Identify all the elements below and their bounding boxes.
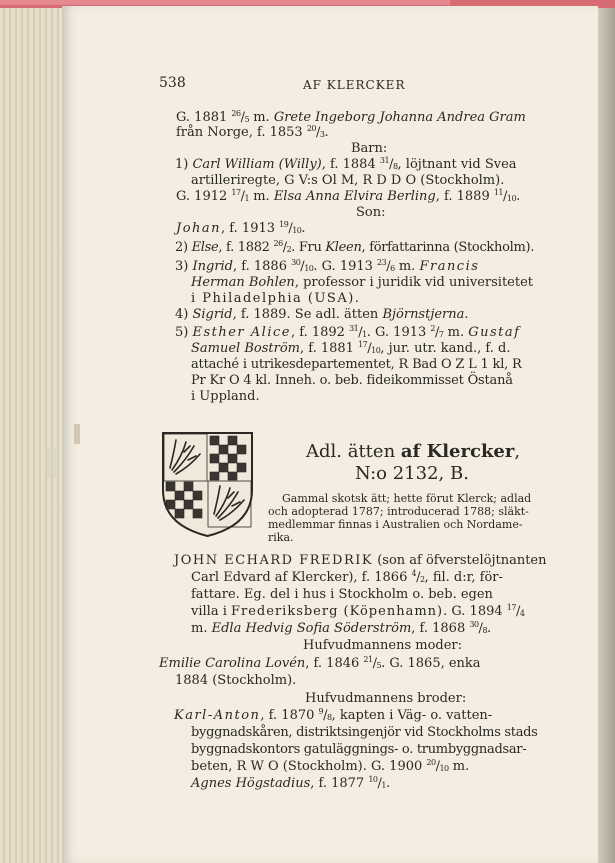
fraction: $^2/_7$ — [430, 324, 444, 340]
brother-line-1 — [174, 708, 492, 724]
fraction: $^{19}/_{10}$ — [279, 220, 302, 236]
text: G. 1912 — [176, 189, 232, 204]
head-line-5 — [191, 621, 491, 637]
text: . — [324, 125, 329, 140]
text: , kapten i Väg- o. vatten- — [331, 708, 493, 723]
child-1-line-1 — [175, 157, 517, 173]
child-5-line-3: attaché i utrikesdepartementet, R Bad O Z L 1 kl, R — [191, 357, 522, 372]
text: . — [464, 307, 469, 322]
child-3-line-1 — [175, 259, 479, 275]
fraction: $^{31}/_1$ — [349, 324, 367, 340]
text: , fil. d:r, för- — [424, 570, 503, 585]
family-desc-line-4: rika. — [268, 531, 294, 544]
mother-line-2: 1884 (Stockholm). — [175, 673, 297, 688]
son-name: Johan — [176, 221, 222, 236]
child-5-line-4: Pr Kr O 4 kl. Inneh. o. beb. fideikommisset Östanå — [191, 373, 513, 388]
child-1-line-3 — [176, 189, 520, 205]
child-5-line-5: i Uppland. — [191, 389, 260, 404]
child-4-line — [175, 307, 469, 323]
family-desc-line-1: Gammal skotsk ätt; hette förut Klerck; adlad — [282, 492, 532, 505]
spouse-name: Edla Hedvig Sofia Söderström — [211, 621, 412, 636]
family-heading-line-2: N:o 2132, B. — [355, 463, 469, 484]
text: , f. 1886 — [233, 259, 292, 274]
text: m. — [249, 110, 274, 125]
fraction-den: 1 — [244, 194, 250, 203]
brother-line-3: byggnadskontors gatuläggnings- o. trumbyggnadsar- — [191, 742, 527, 757]
spouse-name: Gustaf — [468, 325, 521, 340]
fraction-num: 31 — [349, 324, 359, 333]
text: , f. 1877 — [310, 776, 369, 791]
head-line-2 — [191, 570, 503, 586]
show-through-mark — [46, 448, 56, 478]
text: , f. 1889 — [435, 189, 494, 204]
mother-line-1 — [159, 656, 481, 672]
text: , f. 1884 — [321, 157, 380, 172]
fraction: $^{17}/_1$ — [231, 188, 250, 204]
text: , f. 1870 — [260, 708, 319, 723]
fraction-num: 17 — [506, 603, 516, 612]
text: , professor i juridik vid universitetet — [294, 275, 534, 290]
fraction-den: 6 — [390, 264, 395, 273]
text: . — [301, 221, 306, 236]
text: , — [514, 441, 521, 462]
text: m. — [191, 621, 212, 636]
son-heading: Son: — [356, 205, 386, 220]
spouse-name: Agnes Högstadius — [191, 776, 311, 791]
fraction-num: 26 — [231, 109, 241, 118]
spouse-name: Kleen — [325, 240, 362, 255]
head-line-1 — [174, 553, 546, 569]
child-5-line-1 — [175, 325, 520, 341]
fraction-den: 2 — [419, 575, 425, 584]
page-crease — [74, 424, 80, 444]
fraction: $^{30}/_8$ — [469, 620, 488, 636]
text: , f. 1881 — [299, 341, 359, 356]
text: . Fru — [291, 240, 326, 255]
text: m. — [448, 759, 470, 774]
fraction-num: 21 — [363, 655, 373, 664]
text: från Norge, f. 1853 — [176, 125, 307, 140]
brother-line-4 — [191, 759, 469, 775]
child-name: Esther Alice — [192, 325, 291, 340]
child-name: Carl William (Willy) — [192, 157, 322, 172]
text: , f. 1868 — [411, 621, 470, 636]
spouse-name: Francis — [419, 259, 480, 274]
fraction-num: 2 — [430, 324, 435, 333]
fraction-num: 30 — [469, 620, 479, 629]
fraction-den: 2 — [286, 245, 292, 254]
fraction-num: 17 — [358, 340, 368, 349]
fraction-den: 4 — [519, 609, 525, 618]
family-desc-line-3: medlemmar finnas i Australien och Nordame- — [268, 518, 523, 531]
brother-line-2: byggnadskåren, distriktsingenjör vid Stockholms stads — [191, 725, 538, 740]
fraction-den: 10 — [292, 226, 302, 235]
fraction: $^{26}/_2$ — [273, 239, 292, 255]
child-3-line-2 — [191, 275, 533, 291]
fraction-den: 5 — [376, 661, 382, 670]
text: , f. 1913 — [221, 221, 280, 236]
fraction-den: 10 — [506, 194, 517, 203]
fraction-den: 10 — [371, 346, 381, 355]
fraction: $^{23}/_6$ — [377, 258, 395, 274]
fraction-den: 10 — [439, 764, 449, 773]
fraction: $^9/_8$ — [318, 707, 332, 723]
fraction-num: 20 — [306, 124, 316, 133]
fraction: $^{10}/_1$ — [368, 775, 386, 791]
fraction-num: 20 — [426, 758, 436, 767]
text: , författarinna (Stockholm). — [361, 240, 535, 255]
text: . — [516, 189, 521, 204]
text: Adl. ätten — [306, 441, 401, 462]
spouse-name: Herman Bohlen — [191, 275, 295, 290]
child-name: Ingrid — [192, 259, 234, 274]
fraction-num: 19 — [279, 220, 289, 229]
text: . G. 1913 — [313, 259, 378, 274]
mother-heading: Hufvudmannens moder: — [303, 638, 463, 653]
child-number: 4) — [175, 307, 193, 322]
fraction: $^{21}/_5$ — [363, 655, 382, 671]
intro-line-1 — [176, 110, 526, 126]
child-number: 3) — [175, 259, 193, 274]
place: Frederiksberg (Köpenhamn) — [231, 604, 444, 619]
text: G. 1881 — [176, 110, 232, 125]
text: m. — [249, 189, 274, 204]
mother-name: Emilie Carolina Lovén — [159, 656, 306, 671]
child-5-line-2 — [191, 341, 511, 357]
fraction-den: 8 — [482, 626, 488, 635]
text: . G. 1865, enka — [381, 656, 481, 671]
family-heading-line-1 — [306, 441, 520, 463]
text: , f. 1846 — [305, 656, 364, 671]
text: . G. 1913 — [366, 325, 431, 340]
coat-of-arms-icon — [160, 430, 255, 538]
spouse-name: Samuel Boström — [191, 341, 300, 356]
head-line-3: fattare. Eg. del i hus i Stockholm o. beb. egen — [191, 587, 493, 602]
fraction: $^{20}/_{10}$ — [426, 758, 449, 774]
brother-name: Karl-Anton — [174, 708, 261, 723]
child-2-line — [175, 240, 534, 256]
text: , jur. utr. kand., f. d. — [380, 341, 511, 356]
fraction-den: 1 — [381, 781, 386, 790]
fraction: $^{20}/_3$ — [306, 124, 325, 140]
head-name: JOHN ECHARD FREDRIK — [174, 553, 374, 568]
child-name: Sigrid — [192, 307, 233, 322]
fraction-num: 26 — [273, 239, 283, 248]
running-title: AF KLERCKER — [303, 78, 406, 92]
text: . — [386, 776, 391, 791]
fraction-num: 10 — [368, 775, 378, 784]
text: beten, R W O (Stockholm). G. 1900 — [191, 759, 427, 774]
fraction: $^{26}/_5$ — [231, 109, 250, 125]
fraction: $^{30}/_{10}$ — [291, 258, 314, 274]
fraction-num: 17 — [231, 188, 241, 197]
text: . — [487, 621, 492, 636]
fraction: $^4/_2$ — [411, 569, 425, 585]
child-number: 5) — [175, 325, 193, 340]
fraction-den: 10 — [304, 264, 314, 273]
brother-line-5 — [191, 776, 390, 792]
fraction-den: 8 — [327, 713, 332, 722]
brother-heading: Hufvudmannens broder: — [305, 691, 467, 706]
child-number: 1) — [175, 157, 193, 172]
fraction-den: 3 — [319, 130, 325, 139]
fraction-num: 9 — [318, 707, 324, 716]
text: (son af öfverstelöjtnanten — [373, 553, 547, 568]
right-page-edge — [597, 8, 615, 863]
text: , löjtnant vid Svea — [397, 157, 517, 172]
stacked-page-edges — [0, 8, 66, 863]
reference: Björnstjerna — [382, 307, 465, 322]
family-name: af Klercker — [400, 441, 515, 462]
fraction-num: 23 — [377, 258, 387, 267]
spouse-name: Grete Ingeborg Johanna Andrea Gram — [273, 110, 526, 125]
son-line — [176, 221, 306, 237]
fraction-den: 7 — [438, 330, 444, 339]
spouse-name: Elsa Anna Elvira Berling — [273, 189, 436, 204]
child-3-line-3: i Philadelphia (USA). — [191, 291, 361, 306]
child-1-line-2: artilleriregte, G V:s Ol M, R D D O (Stockholm). — [191, 173, 505, 188]
text: , f. 1889. Se adl. ätten — [232, 307, 383, 322]
text: villa i — [191, 604, 231, 619]
fraction-den: 1 — [362, 330, 367, 339]
text: , f. 1882 — [218, 240, 274, 255]
text: m. — [443, 325, 469, 340]
fraction-den: 8 — [392, 162, 398, 171]
family-desc-line-2: och adopterad 1787; introducerad 1788; släkt- — [268, 505, 529, 518]
text: , f. 1892 — [290, 325, 350, 340]
fraction-num: 4 — [411, 569, 417, 578]
intro-line-2 — [176, 125, 329, 141]
fraction-num: 11 — [493, 188, 504, 197]
fraction-num: 30 — [291, 258, 301, 267]
fraction-num: 31 — [379, 156, 390, 165]
child-name: Else — [191, 240, 219, 255]
text: m. — [394, 259, 420, 274]
children-heading: Barn: — [351, 141, 388, 156]
head-line-4 — [191, 604, 524, 620]
child-number: 2) — [175, 240, 192, 255]
fraction: $^{11}/_{10}$ — [493, 188, 517, 204]
text: Carl Edvard af Klercker), f. 1866 — [191, 570, 412, 585]
fraction: $^{17}/_{10}$ — [358, 340, 381, 356]
fraction-den: 5 — [244, 115, 250, 124]
text: . G. 1894 — [443, 604, 507, 619]
red-page-edge-highlight — [0, 0, 450, 5]
fraction: $^{31}/_8$ — [379, 156, 398, 172]
fraction: $^{17}/_4$ — [506, 603, 525, 619]
page-number: 538 — [159, 75, 186, 91]
